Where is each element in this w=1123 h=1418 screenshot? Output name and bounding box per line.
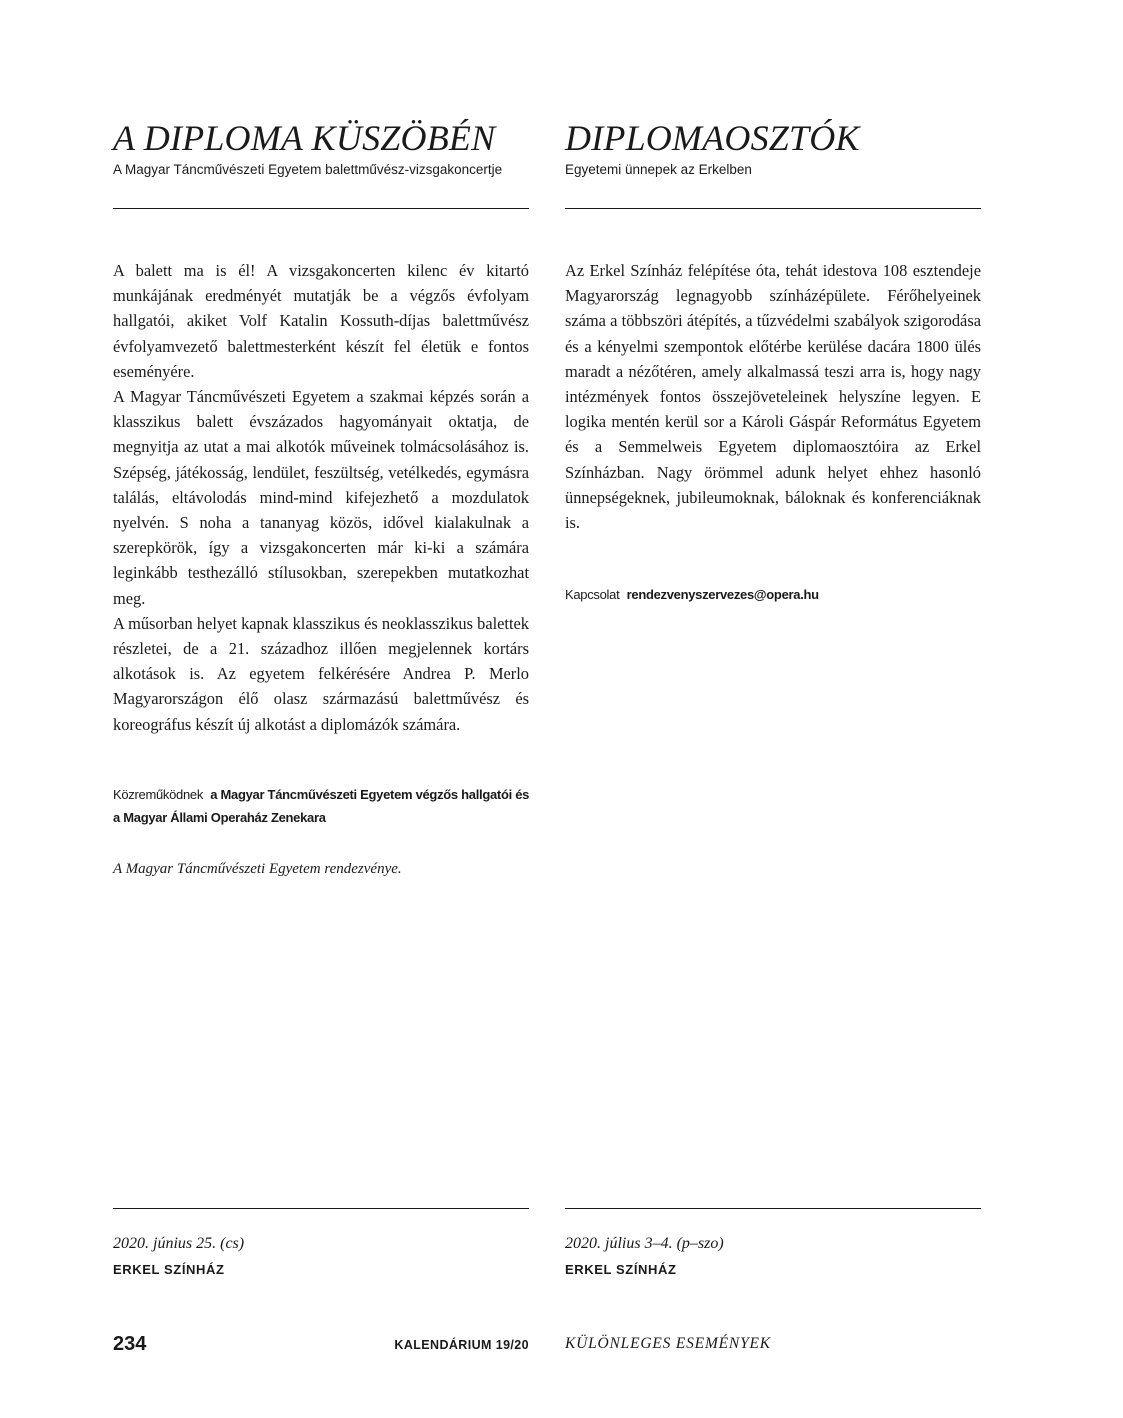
divider xyxy=(113,1208,529,1209)
event-date: 2020. július 3–4. (p–szo) xyxy=(565,1235,724,1252)
body-paragraph: A balett ma is él! A vizsgakoncerten kilenc év kitartó munkájának eredményét mutatják be a végzős évfolyam hallgatói, akiket Volf Katalin Kossuth-díjas balettművész évfolyamvezető balettmesterként készít fel életük e fontos eseményére. xyxy=(113,261,529,381)
article-body xyxy=(565,258,981,535)
organizer-note: A Magyar Táncművészeti Egyetem rendezvénye. xyxy=(113,861,402,877)
running-title: KALENDÁRIUM 19/20 xyxy=(394,1338,529,1352)
event-venue: ERKEL SZÍNHÁZ xyxy=(113,1262,225,1277)
body-paragraph: A Magyar Táncművészeti Egyetem a szakmai képzés során a klasszikus balett évszázados hagyományait oktatja, de megnyitja az utat a mai alkotók műveinek tolmácsolásához is. Szépség, játékosság, lendület, feszültség, vetélkedés, egymásra találás, eltávolodás mind-mind kifejezhető a mozdulatok nyelvén. S noha a tananyag közös, idővel kialakulnak a szerepkörök, így a vizsgakoncerten már ki-ki a számára leginkább testhezálló stílusokban, szerepekben mutatkozhat meg. xyxy=(113,387,529,608)
divider xyxy=(113,208,529,209)
divider xyxy=(565,1208,981,1209)
contact-email-link[interactable]: rendezvenyszervezes@opera.hu xyxy=(626,587,819,602)
page-number: 234 xyxy=(113,1333,147,1355)
credit-label: Közreműködnek xyxy=(113,787,204,802)
article-subtitle: A Magyar Táncművészeti Egyetem balettművész-vizsgakoncertje xyxy=(113,162,503,177)
performers-credit xyxy=(113,783,533,829)
contact-label: Kapcsolat xyxy=(565,587,620,602)
contact-line xyxy=(565,583,985,606)
body-paragraph: Az Erkel Színház felépítése óta, tehát idestova 108 esztendeje Magyarország legnagyobb színházépülete. Férőhelyeinek száma a többszöri átépítés, a tűzvédelmi szabályok szigorodása és a kényelmi szempontok előtérbe kerülése dacára 1800 ülés maradt a nézőtéren, amely alkalmassá teszi arra is, hogy nagy intézmények fontos összejöveteleinek helyszíne legyen. E logika mentén kerül sor a Károli Gáspár Református Egyetem és a Semmelweis Egyetem diplomaosztóira az Erkel Színházban. Nagy örömmel adunk helyet ehhez hasonló ünnepségeknek, jubileumoknak, báloknak és konferenciáknak is. xyxy=(565,261,981,533)
article-title: DIPLOMAOSZTÓK xyxy=(565,118,860,158)
event-date: 2020. június 25. (cs) xyxy=(113,1235,245,1252)
divider xyxy=(565,208,981,209)
credit-value: a Magyar Táncművészeti Egyetem végzős hallgatói és a Magyar Állami Operaház Zenekara xyxy=(113,787,530,825)
article-body xyxy=(113,258,529,737)
article-title: A DIPLOMA KÜSZÖBÉN xyxy=(113,118,496,158)
article-subtitle: Egyetemi ünnepek az Erkelben xyxy=(565,162,752,177)
event-venue: ERKEL SZÍNHÁZ xyxy=(565,1262,677,1277)
body-paragraph: A műsorban helyet kapnak klasszikus és neoklasszikus balettek részletei, de a 21. századhoz illően megjelennek kortárs alkotások is. Az egyetem felkérésére Andrea P. Merlo Magyarországon élő olasz származású balettművész és koreográfus készít új alkotást a diplomázók számára. xyxy=(113,613,529,734)
section-name: KÜLÖNLEGES ESEMÉNYEK xyxy=(565,1335,771,1352)
